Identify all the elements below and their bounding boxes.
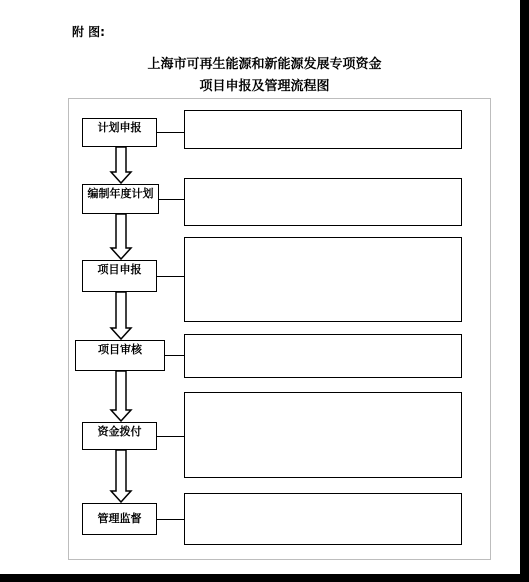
step-box-fund-disbursement bbox=[82, 422, 157, 450]
connector-4 bbox=[165, 355, 184, 356]
step-label: 资金拨付 bbox=[97, 425, 142, 438]
step-label: 项目申报 bbox=[97, 263, 142, 276]
desc-box-supervision bbox=[184, 493, 462, 545]
desc-box-project-application bbox=[184, 237, 462, 322]
step-box-annual-plan bbox=[82, 184, 159, 214]
step-box-supervision bbox=[82, 503, 157, 535]
step-box-plan-application bbox=[82, 118, 157, 147]
document-subtitle: 项目申报及管理流程图 bbox=[199, 79, 330, 94]
connector-3 bbox=[157, 276, 184, 277]
step-label: 计划申报 bbox=[97, 121, 142, 134]
connector-1 bbox=[157, 132, 184, 133]
connector-2 bbox=[159, 199, 184, 200]
annex-label: 附 图: bbox=[72, 25, 105, 39]
desc-box-fund-disbursement bbox=[184, 392, 462, 478]
page-edge-bottom bbox=[0, 574, 529, 582]
step-label: 编制年度计划 bbox=[87, 187, 154, 200]
flowchart-frame bbox=[68, 98, 491, 560]
desc-box-plan-application bbox=[184, 110, 462, 149]
step-box-project-application bbox=[82, 260, 157, 292]
connector-5 bbox=[157, 436, 184, 437]
connector-6 bbox=[157, 519, 184, 520]
desc-box-project-review bbox=[184, 334, 462, 378]
step-box-project-review bbox=[75, 340, 165, 371]
desc-box-annual-plan bbox=[184, 178, 462, 226]
step-label: 管理监督 bbox=[97, 512, 142, 525]
document-title: 上海市可再生能源和新能源发展专项资金 bbox=[147, 57, 382, 72]
step-label: 项目审核 bbox=[98, 343, 142, 356]
